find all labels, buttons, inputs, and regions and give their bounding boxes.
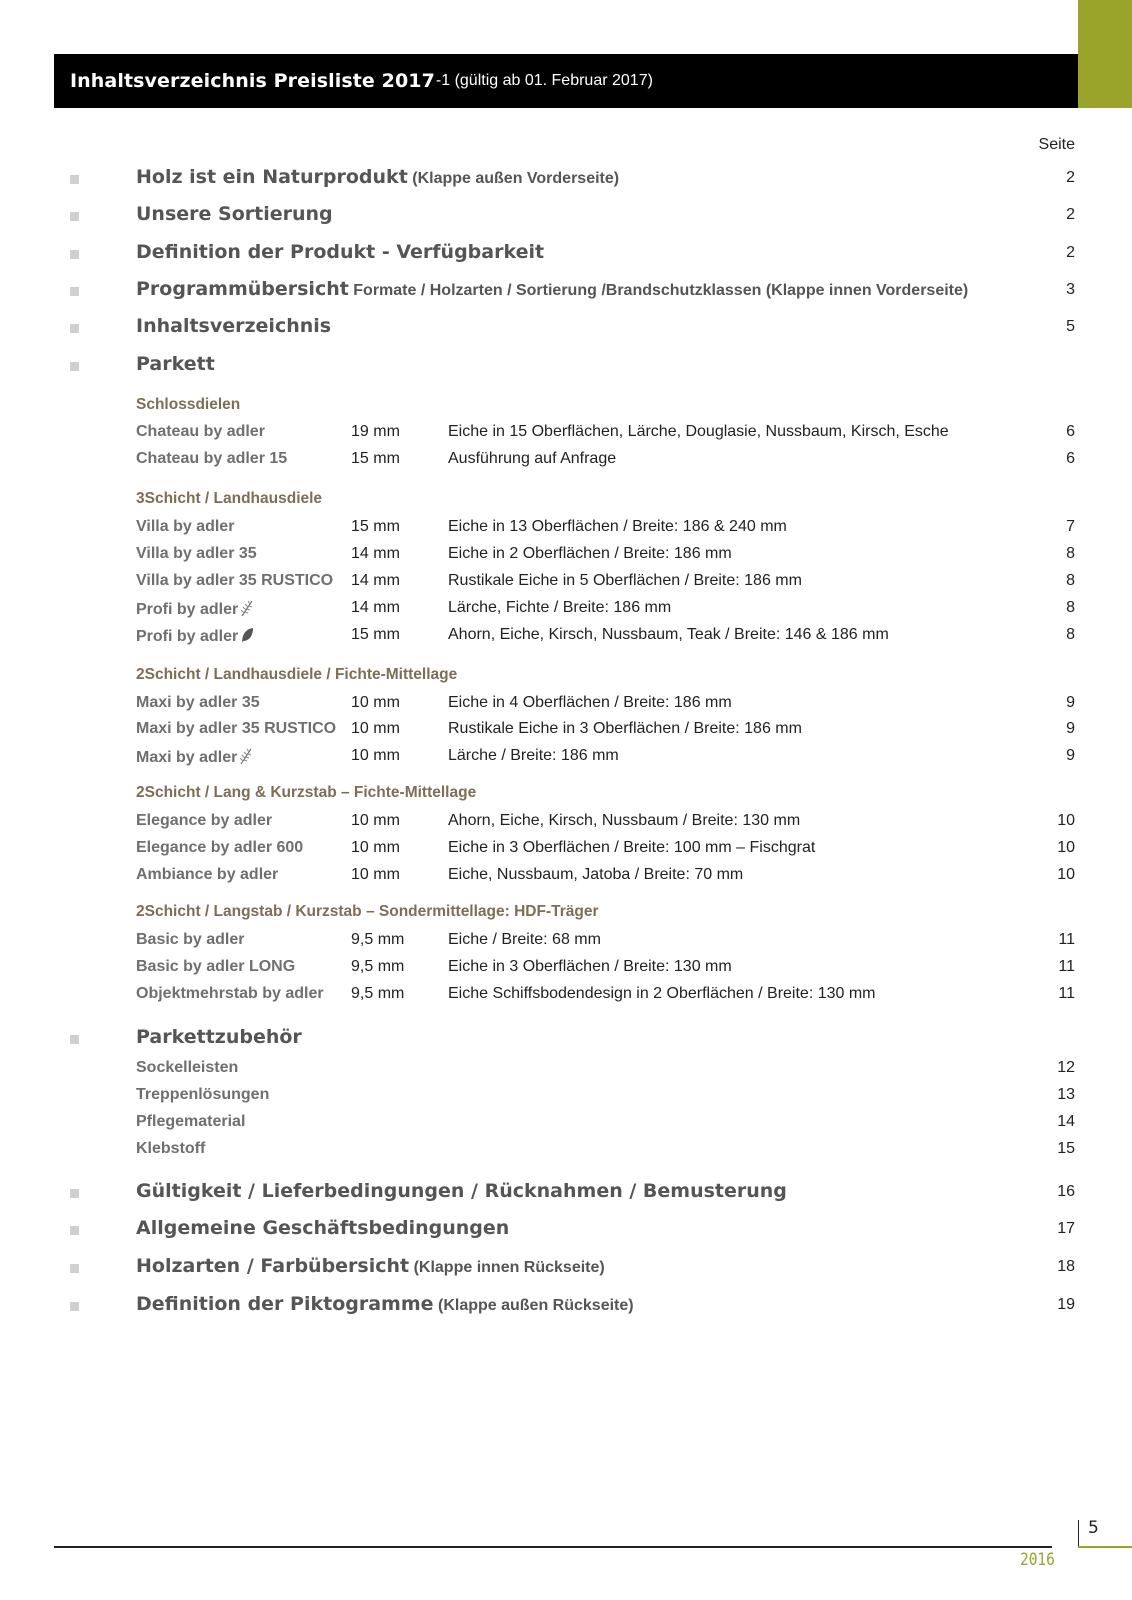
product-row[interactable] [0, 543, 1132, 569]
bullet-icon [70, 1264, 79, 1273]
toc-page: 17 [1057, 1220, 1075, 1237]
product-row[interactable] [0, 837, 1132, 863]
toc-title: Programmübersicht [136, 278, 349, 300]
category-label: 2Schicht / Landhausdiele / Fichte-Mittellage [136, 666, 458, 683]
product-page: 10 [1057, 839, 1075, 856]
product-page: 8 [1066, 599, 1075, 616]
toc-entry-agb[interactable] [0, 1215, 1132, 1245]
product-page: 6 [1066, 423, 1075, 440]
seite-column-label: Seite [1038, 136, 1075, 153]
product-row[interactable] [0, 810, 1132, 836]
product-row[interactable] [0, 956, 1132, 982]
toc-entry-definition[interactable] [0, 239, 1132, 269]
product-page: 8 [1066, 572, 1075, 589]
product-page: 11 [1058, 931, 1075, 948]
toc-page: 2 [1066, 244, 1075, 261]
product-row[interactable] [0, 983, 1132, 1009]
product-page: 6 [1066, 450, 1075, 467]
product-description: Eiche, Nussbaum, Jatoba / Breite: 70 mm [448, 866, 744, 883]
product-page: 10 [1057, 812, 1075, 829]
product-description: Ahorn, Eiche, Kirsch, Nussbaum, Teak / Breite: 146 & 186 mm [448, 626, 889, 643]
product-thickness: 9,5 mm [351, 931, 405, 948]
product-row[interactable] [0, 516, 1132, 542]
header-subtitle: -1 (gültig ab 01. Februar 2017) [435, 72, 653, 89]
bullet-icon [70, 1302, 79, 1311]
product-thickness: 15 mm [351, 626, 400, 643]
product-name: Maxi by adler 35 RUSTICO [136, 720, 337, 737]
product-row[interactable] [0, 864, 1132, 890]
product-name: Objektmehrstab by adler [136, 985, 324, 1002]
toc-page: 2 [1066, 169, 1075, 186]
product-row[interactable] [0, 624, 1132, 650]
product-name: Elegance by adler [136, 812, 273, 829]
toc-title: Inhaltsverzeichnis [136, 315, 332, 337]
product-description: Eiche in 3 Oberflächen / Breite: 130 mm [448, 958, 732, 975]
product-row[interactable] [0, 597, 1132, 623]
accessory-row[interactable] [0, 1111, 1132, 1137]
product-thickness: 10 mm [351, 839, 400, 856]
toc-title: Gültigkeit / Lieferbedingungen / Rücknahmen / Bemusterung [136, 1180, 787, 1202]
product-name: Basic by adler [136, 931, 245, 948]
product-page: 11 [1058, 958, 1075, 975]
product-thickness: 10 mm [351, 866, 400, 883]
toc-entry-parkett[interactable] [0, 351, 1132, 381]
bullet-icon [70, 1226, 79, 1235]
toc-entry-piktogramme[interactable] [0, 1291, 1132, 1321]
toc-note: (Klappe außen Vorderseite) [412, 170, 620, 187]
product-page: 10 [1057, 866, 1075, 883]
product-thickness: 9,5 mm [351, 958, 405, 975]
product-description: Eiche in 13 Oberflächen / Breite: 186 & 240 mm [448, 518, 787, 535]
product-page: 11 [1058, 985, 1075, 1002]
product-description: Eiche in 2 Oberflächen / Breite: 186 mm [448, 545, 732, 562]
footer-accent-rule [1078, 1546, 1132, 1548]
header-bar [54, 54, 1078, 108]
toc-title: Parkett [136, 353, 215, 375]
product-page: 9 [1066, 694, 1075, 711]
product-name: Basic by adler LONG [136, 958, 296, 975]
deciduous-leaf-icon [239, 626, 255, 644]
product-name: Elegance by adler 600 [136, 839, 304, 856]
category-label: 3Schicht / Landhausdiele [136, 490, 323, 507]
product-page: 9 [1066, 747, 1075, 764]
product-name: Profi by adler [136, 628, 239, 645]
product-thickness: 19 mm [351, 423, 400, 440]
product-row[interactable] [0, 570, 1132, 596]
product-thickness: 10 mm [351, 747, 400, 764]
accessory-page: 13 [1057, 1086, 1075, 1103]
product-name: Villa by adler 35 [136, 545, 257, 562]
toc-page: 16 [1057, 1183, 1075, 1200]
bullet-icon [70, 1035, 79, 1044]
product-page: 8 [1066, 545, 1075, 562]
footer-rule [54, 1546, 1052, 1548]
toc-title: Allgemeine Geschäftsbedingungen [136, 1217, 510, 1239]
product-name: Villa by adler [136, 518, 235, 535]
toc-page: 18 [1057, 1258, 1075, 1275]
accessory-row[interactable] [0, 1084, 1132, 1110]
toc-title: Holzarten / Farbübersicht [136, 1255, 410, 1277]
product-description: Rustikale Eiche in 5 Oberflächen / Breite: 186 mm [448, 572, 802, 589]
toc-title: Definition der Piktogramme [136, 1293, 434, 1315]
product-description: Eiche in 15 Oberflächen, Lärche, Douglasie, Nussbaum, Kirsch, Esche [448, 423, 949, 440]
toc-page: 5 [1066, 318, 1075, 335]
conifer-leaf-icon [238, 747, 254, 765]
toc-entry-zubehoer[interactable] [0, 1024, 1132, 1054]
product-name: Maxi by adler [136, 749, 238, 766]
accent-tab [1078, 0, 1132, 108]
product-page: 9 [1066, 720, 1075, 737]
toc-title: Unsere Sortierung [136, 203, 333, 225]
category-label: Schlossdielen [136, 396, 241, 413]
toc-page: 3 [1066, 281, 1075, 298]
product-description: Lärche / Breite: 186 mm [448, 747, 619, 764]
bullet-icon [70, 1189, 79, 1198]
product-name: Ambiance by adler [136, 866, 279, 883]
product-description: Eiche Schiffsbodendesign in 2 Oberflächen / Breite: 130 mm [448, 985, 876, 1002]
toc-entry-sortierung[interactable] [0, 201, 1132, 231]
product-page: 7 [1066, 518, 1075, 535]
product-name: Chateau by adler 15 [136, 450, 288, 467]
product-page: 8 [1066, 626, 1075, 643]
toc-entry-holzarten[interactable] [0, 1253, 1132, 1283]
toc-entry-inhalt[interactable] [0, 313, 1132, 343]
product-description: Eiche / Breite: 68 mm [448, 931, 601, 948]
product-name: Villa by adler 35 RUSTICO [136, 572, 334, 589]
product-description: Eiche in 4 Oberflächen / Breite: 186 mm [448, 694, 732, 711]
bullet-icon [70, 324, 79, 333]
toc-title: Definition der Produkt - Verfügbarkeit [136, 241, 545, 263]
product-description: Ausführung auf Anfrage [448, 450, 617, 467]
toc-entry-gueltigkeit[interactable] [0, 1178, 1132, 1208]
toc-title: Holz ist ein Naturprodukt [136, 166, 408, 188]
toc-entry-holz[interactable] [0, 164, 1132, 194]
product-description: Eiche in 3 Oberflächen / Breite: 100 mm – Fischgrat [448, 839, 816, 856]
conifer-leaf-icon [239, 599, 255, 617]
accessory-page: 14 [1057, 1113, 1075, 1130]
product-thickness: 14 mm [351, 599, 400, 616]
header-title: Inhaltsverzeichnis Preisliste 2017 [70, 70, 435, 92]
toc-title: Parkettzubehör [136, 1026, 302, 1048]
product-name: Chateau by adler [136, 423, 265, 440]
toc-note: Formate / Holzarten / Sortierung /Brandschutzklassen (Klappe innen Vorderseite) [353, 282, 969, 299]
product-thickness: 15 mm [351, 450, 400, 467]
product-name: Maxi by adler 35 [136, 694, 260, 711]
product-row[interactable] [0, 692, 1132, 718]
bullet-icon [70, 362, 79, 371]
product-description: Ahorn, Eiche, Kirsch, Nussbaum / Breite: 130 mm [448, 812, 801, 829]
product-thickness: 14 mm [351, 545, 400, 562]
category-label: 2Schicht / Langstab / Kurzstab – Sondermittellage: HDF-Träger [136, 903, 599, 920]
product-thickness: 14 mm [351, 572, 400, 589]
footer-year: 2016 [1020, 1550, 1055, 1570]
product-row[interactable] [0, 448, 1132, 474]
product-description: Lärche, Fichte / Breite: 186 mm [448, 599, 672, 616]
product-row[interactable] [0, 421, 1132, 447]
product-name: Profi by adler [136, 601, 239, 618]
product-row[interactable] [0, 718, 1132, 744]
footer-page-number: 5 [1088, 1518, 1099, 1538]
product-thickness: 10 mm [351, 812, 400, 829]
accessory-page: 15 [1057, 1140, 1075, 1157]
bullet-icon [70, 287, 79, 296]
product-row[interactable] [0, 745, 1132, 771]
accessory-name: Pflegematerial [136, 1113, 246, 1130]
toc-page: 2 [1066, 206, 1075, 223]
product-thickness: 10 mm [351, 694, 400, 711]
product-thickness: 15 mm [351, 518, 400, 535]
toc-entry-programm[interactable] [0, 276, 1132, 306]
accessory-page: 12 [1057, 1059, 1075, 1076]
toc-note: (Klappe außen Rückseite) [437, 1297, 634, 1314]
accessory-name: Sockelleisten [136, 1059, 239, 1076]
product-row[interactable] [0, 929, 1132, 955]
footer-page-divider [1078, 1520, 1079, 1546]
product-thickness: 9,5 mm [351, 985, 405, 1002]
accessory-row[interactable] [0, 1138, 1132, 1164]
bullet-icon [70, 250, 79, 259]
category-label: 2Schicht / Lang & Kurzstab – Fichte-Mittellage [136, 784, 477, 801]
bullet-icon [70, 212, 79, 221]
accessory-name: Treppenlösungen [136, 1086, 270, 1103]
accessory-row[interactable] [0, 1057, 1132, 1083]
toc-page: 19 [1057, 1296, 1075, 1313]
accessory-name: Klebstoff [136, 1140, 206, 1157]
product-description: Rustikale Eiche in 3 Oberflächen / Breite: 186 mm [448, 720, 802, 737]
product-thickness: 10 mm [351, 720, 400, 737]
bullet-icon [70, 175, 79, 184]
toc-note: (Klappe innen Rückseite) [413, 1259, 605, 1276]
